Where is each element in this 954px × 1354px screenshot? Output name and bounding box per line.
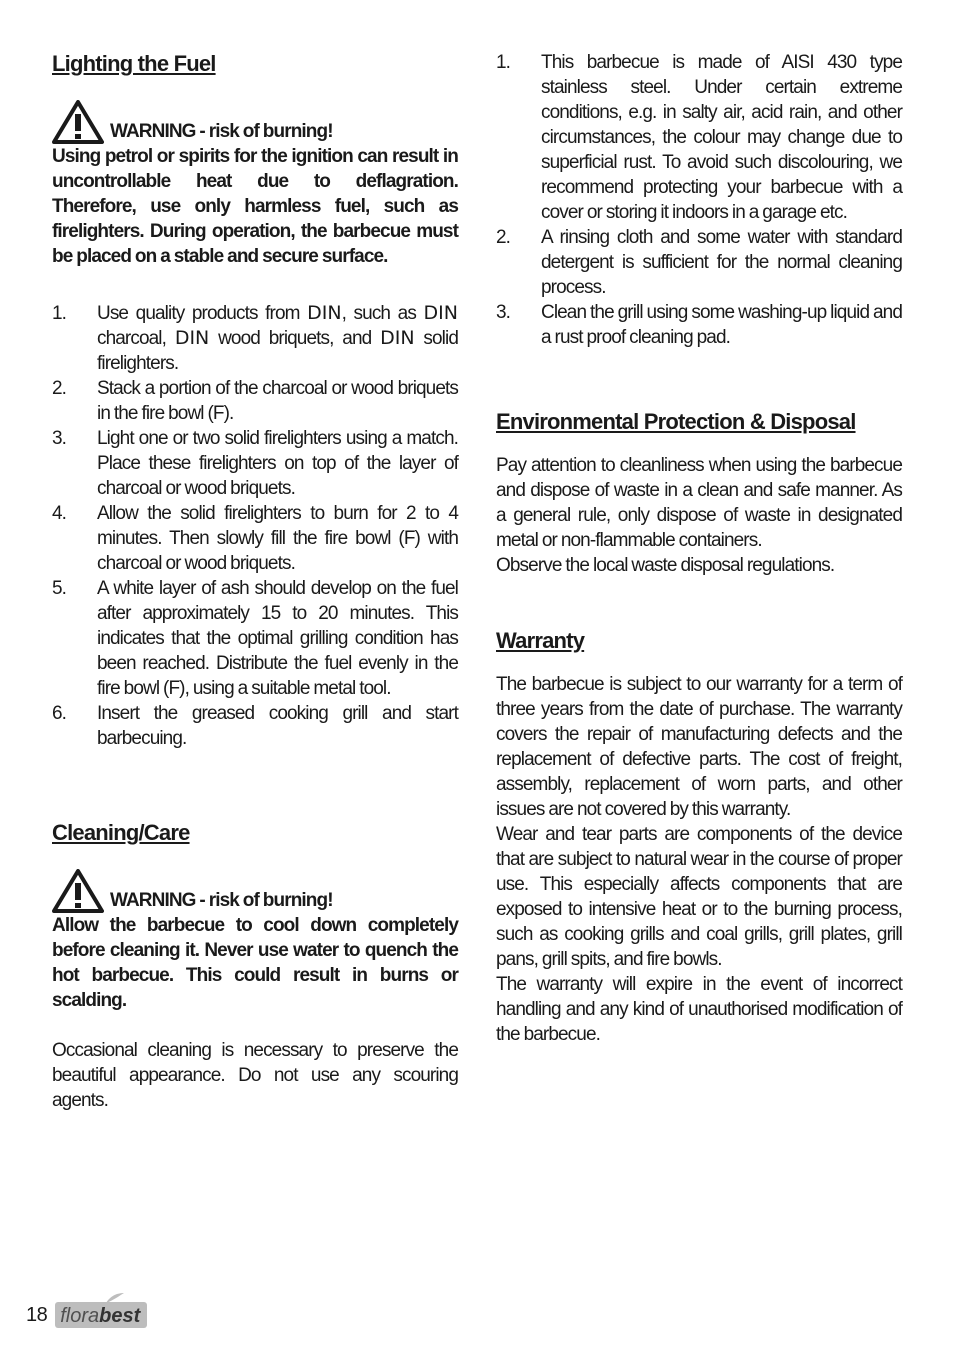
cleaning-heading: Cleaning/Care	[52, 820, 190, 845]
warning-triangle-icon	[52, 869, 104, 913]
environment-heading: Environmental Protection & Disposal	[496, 409, 856, 434]
list-item-text: A rinsing cloth and some water with standard detergent is sufficient for the normal cleaning process.	[541, 227, 902, 298]
text-fragment: charcoal,	[97, 328, 175, 349]
logo-text-best: best	[99, 1305, 141, 1327]
text-fragment: , such as	[341, 303, 424, 324]
list-item-number: 2.	[52, 378, 67, 399]
list-item-number: 1.	[496, 52, 511, 73]
warning-triangle-icon	[52, 100, 104, 144]
list-item-number: 1.	[52, 303, 67, 324]
lighting-warning-body: Using petrol or spirits for the ignition can result in uncontrollable heat due to deflagration. Therefore, use only harmless fuel, such as firelighters. During operation, the barbecue must be placed on a stable and secure surface.	[52, 146, 458, 267]
list-item	[496, 225, 902, 300]
list-item-text: A white layer of ash should develop on the fuel after approximately 15 to 20 minutes. This indicates that the optimal grilling condition has been reached. Distribute the fuel evenly in the fire bowl (F), using a suitable metal tool.	[97, 578, 458, 699]
warning-title-text: WARNING - risk of burning!	[110, 121, 333, 142]
list-item-text: Clean the grill using some washing-up liquid and a rust proof cleaning pad.	[541, 302, 902, 348]
list-item-text	[97, 301, 458, 376]
florabest-logo	[55, 1302, 147, 1328]
list-item-text: Insert the greased cooking grill and start barbecuing.	[97, 703, 458, 749]
list-item-number: 3.	[496, 302, 511, 323]
warranty-paragraph-3: The warranty will expire in the event of incorrect handling and any kind of unauthorised modification of the barbecue.	[496, 974, 902, 1045]
lighting-warning-title	[52, 100, 458, 144]
environment-paragraph-2: Observe the local waste disposal regulations.	[496, 555, 835, 576]
cleaning-warning-title	[52, 869, 458, 913]
list-item	[52, 501, 458, 576]
din-mark: DIN	[174, 327, 210, 349]
list-item-number: 5.	[52, 578, 67, 599]
list-item-number: 3.	[52, 428, 67, 449]
din-mark: DIN	[307, 302, 342, 324]
list-item	[496, 300, 902, 350]
leaf-swoosh-icon	[105, 1292, 125, 1304]
list-item-number: 2.	[496, 227, 511, 248]
lighting-heading: Lighting the Fuel	[52, 51, 216, 76]
list-item	[52, 701, 458, 751]
warning-title-text: WARNING - risk of burning!	[110, 890, 333, 911]
text-fragment: Use quality products from	[97, 303, 308, 324]
warranty-paragraph-2: Wear and tear parts are components of the device that are subject to natural wear in the course of proper use. This especially affects components that are exposed to intensive heat or to the burning process, such as cooking grills and coal grills, grill plates, grill pans, grill spits, and fire bowls.	[496, 824, 902, 970]
left-column	[52, 50, 458, 1113]
list-item-text: Stack a portion of the charcoal or wood briquets in the fire bowl (F).	[97, 378, 458, 424]
list-item-text: This barbecue is made of AISI 430 type stainless steel. Under certain extreme conditions, e.g. in salty air, acid rain, and other circumstances, the colour may change due to superficial rust. To avoid such discolouring, we recommend protecting your barbecue with a cover or storing it indoors in a garage etc.	[541, 52, 902, 223]
text-fragment: wood briquets, and	[209, 328, 381, 349]
warranty-heading: Warranty	[496, 628, 585, 653]
list-item	[52, 426, 458, 501]
right-column	[496, 50, 902, 1047]
list-item	[52, 376, 458, 426]
list-item	[52, 301, 458, 376]
list-item-number: 6.	[52, 703, 67, 724]
page-number: 18	[26, 1303, 48, 1326]
logo-text-flora: flora	[60, 1305, 100, 1327]
list-item	[52, 576, 458, 701]
din-mark: DIN	[423, 302, 458, 324]
page-footer	[26, 1302, 147, 1328]
text-fragment: solid firelighters.	[97, 328, 458, 374]
care-steps-list	[496, 50, 902, 350]
list-item-number: 4.	[52, 503, 67, 524]
list-item-text: Light one or two solid firelighters using a match. Place these firelighters on top of the layer of charcoal or wood briquets.	[97, 428, 458, 499]
environment-paragraph: Pay attention to cleanliness when using the barbecue and dispose of waste in a clean and safe manner. As a general rule, only dispose of waste in designated metal or non-flammable containers.	[496, 455, 902, 551]
lighting-steps-list	[52, 301, 458, 751]
list-item-text: Allow the solid firelighters to burn for 2 to 4 minutes. Then slowly fill the fire bowl (F) with charcoal or wood briquets.	[97, 503, 458, 574]
cleaning-warning-body: Allow the barbecue to cool down completely before cleaning it. Never use water to quench the hot barbecue. This could result in burns or scalding.	[52, 915, 458, 1011]
din-mark: DIN	[380, 327, 415, 349]
warranty-paragraph: The barbecue is subject to our warranty for a term of three years from the date of purchase. The warranty covers the repair of manufacturing defects and the replacement of defective parts. The cost of freight, assembly, replacement of worn parts, and other issues are not covered by this warranty.	[496, 674, 902, 820]
list-item	[496, 50, 902, 225]
cleaning-paragraph: Occasional cleaning is necessary to preserve the beautiful appearance. Do not use any scouring agents.	[52, 1040, 458, 1111]
